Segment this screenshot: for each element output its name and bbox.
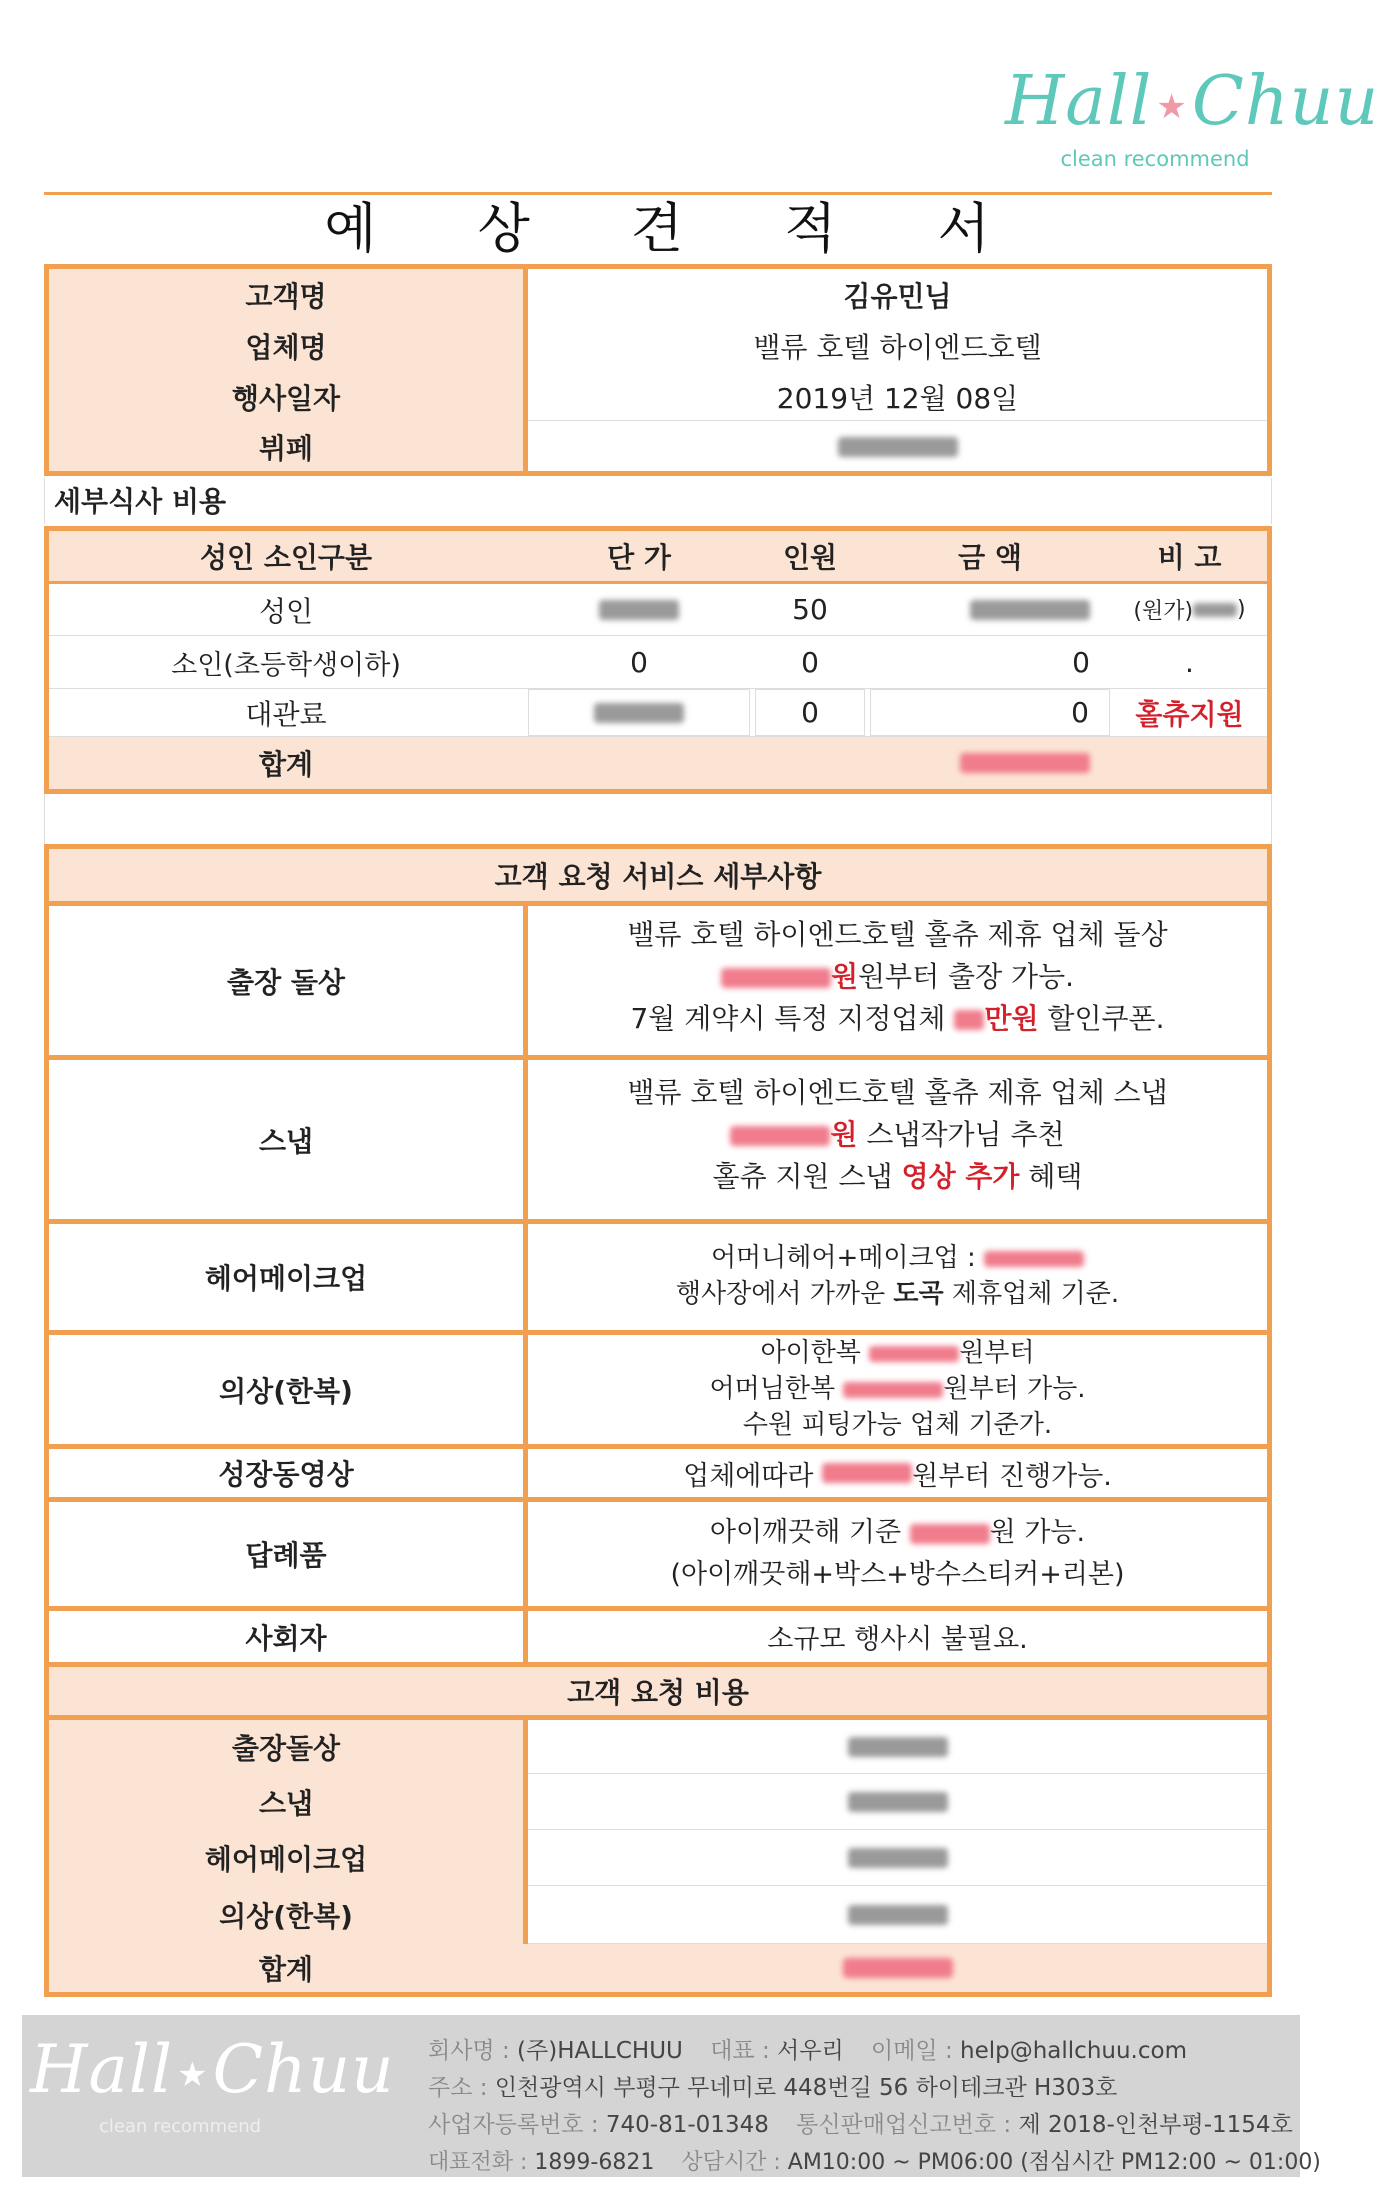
service-detail-dolsang: 밸류 호텔 하이엔드호텔 홀츄 제휴 업체 돌상 원원부터 출장 가능. 7월 계약시 특정 지정업체 만원 할인쿠폰.: [627, 918, 1168, 1035]
request-item-value: [528, 1886, 1267, 1944]
service-detail-hairmakeup: 어머니헤어+메이크업 : 행사장에서 가까운 도곡 제휴업체 기준.: [675, 1243, 1120, 1309]
service-detail-hanbok: 아이한복 원부터 어머님한복 원부터 가능. 수원 피팅가능 업체 기준가.: [709, 1338, 1086, 1440]
email-link[interactable]: help@hallchuu.com: [960, 2038, 1187, 2064]
meal-section-label: 세부식사 비용: [54, 485, 227, 518]
table-row: [49, 689, 1267, 736]
col-header-amount: 금 액: [958, 541, 1022, 574]
row-count: 0: [801, 645, 819, 679]
footer-logo: Hall ★Chuu clean recommend: [30, 2031, 395, 2137]
row-amount: [870, 584, 1110, 635]
row-type: 성인: [258, 594, 314, 628]
company-info: 회사명 : (주)HALLCHUU 대표 : 서우리 이메일 : help@hallchuu.com 주소 : 인천광역시 부평구 무네미로 448번길 56 하이테크관 H303호 사업자등록번호 : 740-81-01348 통신판매업신고번호 : 제 2018-인천부평-1154호 대표전화 : 1899-6821 상담시간 : AM10:00 ~ PM06:00 (점심시간 PM12:00 ~ 01:00): [428, 2038, 1321, 2175]
table-row: [49, 636, 1267, 688]
header-divider: [44, 192, 1272, 195]
request-total-row: [49, 1944, 1267, 1992]
row-count: 0: [755, 689, 865, 736]
service-label-mc: 사회자: [245, 1621, 327, 1655]
vendor-value: 밸류 호텔 하이엔드호텔: [753, 331, 1042, 364]
row-amount: 0: [870, 689, 1110, 736]
service-label-dolsang: 출장 돌상: [227, 965, 345, 999]
row-unit-price: [528, 584, 750, 635]
request-item-value: [528, 1774, 1267, 1830]
page-title: 예 상 견 적 서: [324, 197, 1032, 260]
request-item-label: 의상(한복): [219, 1900, 353, 1933]
request-item-label: 헤어메이크업: [204, 1843, 368, 1876]
row-note: (원가) ): [1133, 597, 1246, 624]
service-label-hairmakeup: 헤어메이크업: [204, 1262, 368, 1295]
service-label-return-gift: 답례품: [245, 1539, 327, 1572]
buffet-value: [528, 422, 1267, 472]
row-amount: 0: [1072, 645, 1090, 679]
customer-name-label: 고객명: [245, 280, 327, 313]
total-label: 합계: [258, 1953, 314, 1986]
col-header-type: 성인 소인구분: [199, 541, 373, 574]
col-header-unit: 단 가: [607, 541, 671, 574]
services-header: 고객 요청 서비스 세부사항: [49, 849, 1267, 901]
buffet-label: 뷔페: [258, 432, 314, 465]
row-note: 홀츄지원: [1135, 697, 1244, 731]
service-label-growth-video: 성장동영상: [218, 1458, 354, 1491]
phone-number[interactable]: 1899-6821: [534, 2150, 655, 2175]
total-amount: [528, 1944, 1267, 1992]
star-icon: ★: [1156, 86, 1188, 127]
col-header-note: 비 고: [1157, 541, 1222, 574]
service-label-hanbok: 의상(한복): [219, 1374, 353, 1408]
service-detail-growth-video: 업체에따라 원부터 진행가능.: [683, 1460, 1112, 1492]
service-detail-snap: 밸류 호텔 하이엔드호텔 홀츄 제휴 업체 스냅 원 스냅작가님 추천 홀츄 지원 스냅 영상 추가 혜택: [627, 1076, 1168, 1193]
row-note: .: [1185, 645, 1194, 679]
vendor-label: 업체명: [245, 331, 327, 364]
request-item-label: 출장돌상: [231, 1732, 341, 1765]
event-date-label: 행사일자: [231, 382, 341, 415]
brand-tagline: clean recommend: [1060, 146, 1250, 171]
service-detail-mc: 소규모 행사시 불필요.: [767, 1624, 1028, 1655]
request-cost-header: 고객 요청 비용: [49, 1667, 1267, 1715]
request-item-value: [528, 1830, 1267, 1886]
row-unit-price: [528, 689, 750, 736]
row-type: 소인(초등학생이하): [171, 649, 401, 681]
event-date-value: 2019년 12월 08일: [776, 382, 1019, 415]
service-label-snap: 스냅: [258, 1124, 314, 1158]
customer-name-value: 김유민님: [843, 280, 952, 313]
brand-logo: Hall ★Chuu clean recommend: [1005, 62, 1379, 171]
row-count: 50: [792, 593, 828, 626]
table-row: [49, 584, 1267, 635]
row-unit-price: 0: [630, 645, 648, 679]
request-item-value: [528, 1720, 1267, 1774]
star-icon: ★: [177, 2055, 209, 2095]
total-amount: [870, 737, 1110, 789]
meal-total-row: [49, 737, 1267, 789]
service-detail-return-gift: 아이깨끗해 기준 원 가능. (아이깨끗해+박스+방수스티커+리본): [670, 1517, 1125, 1590]
total-label: 합계: [258, 748, 314, 781]
request-item-label: 스냅: [258, 1787, 314, 1820]
row-type: 대관료: [245, 697, 327, 731]
col-header-count: 인원: [782, 541, 838, 574]
